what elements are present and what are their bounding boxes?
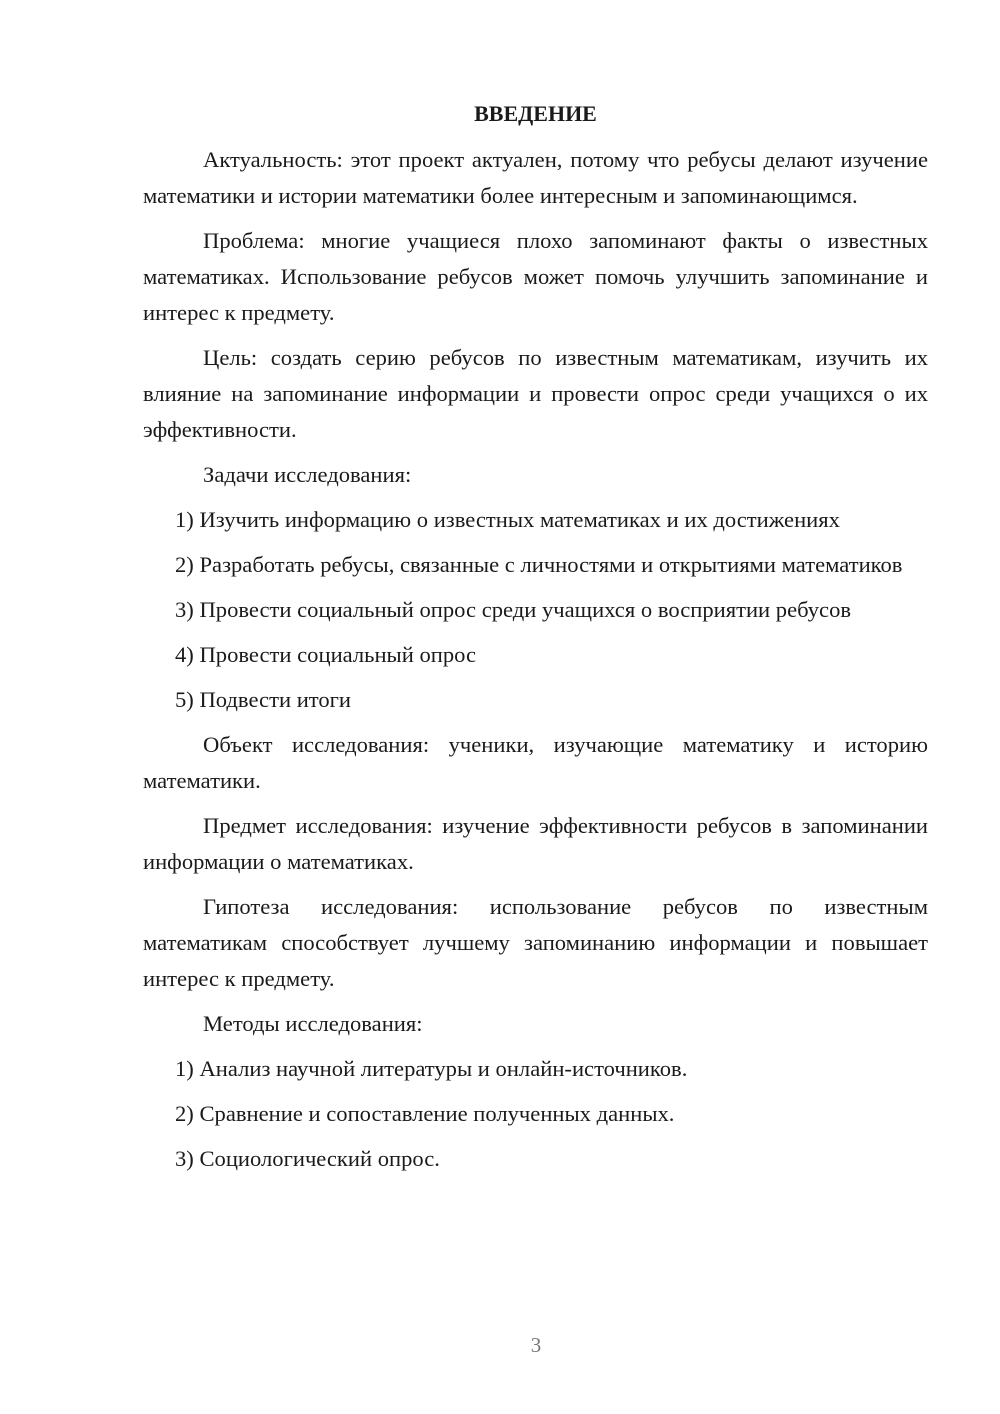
method-item: 1) Анализ научной литературы и онлайн-источников.	[175, 1056, 688, 1081]
hypothesis-paragraph: Гипотеза исследования: использование ребусов по известным математикам способствует лучшему запоминанию информации и повышает интерес к предмету.	[143, 894, 928, 991]
task-item: 4) Провести социальный опрос	[175, 642, 477, 667]
methods-heading: Методы исследования:	[203, 1011, 423, 1036]
problem-paragraph: Проблема: многие учащиеся плохо запоминают факты о известных математиках. Использование ребусов может помочь улучшить запоминание и интерес к предмету.	[143, 228, 928, 325]
tasks-heading: Задачи исследования:	[203, 462, 412, 487]
task-item: 1) Изучить информацию о известных математиках и их достижениях	[175, 507, 840, 532]
object-paragraph: Объект исследования: ученики, изучающие математику и историю математики.	[143, 732, 928, 793]
goal-paragraph: Цель: создать серию ребусов по известным математикам, изучить их влияние на запоминание информации и провести опрос среди учащихся о их эффективности.	[143, 345, 928, 442]
relevance-paragraph: Актуальность: этот проект актуален, потому что ребусы делают изучение математики и истории математики более интересным и запоминающимся.	[143, 147, 928, 208]
task-item: 2) Разработать ребусы, связанные с личностями и открытиями математиков	[175, 552, 903, 577]
task-item: 3) Провести социальный опрос среди учащихся о восприятии ребусов	[175, 597, 852, 622]
page-content	[143, 96, 928, 1186]
method-item: 2) Сравнение и сопоставление полученных данных.	[175, 1101, 675, 1126]
method-item: 3) Социологический опрос.	[175, 1146, 440, 1171]
page-number: 3	[530, 1333, 542, 1357]
section-title: ВВЕДЕНИЕ	[474, 101, 597, 126]
task-item: 5) Подвести итоги	[175, 687, 352, 712]
subject-paragraph: Предмет исследования: изучение эффективности ребусов в запоминании информации о математиках.	[143, 813, 928, 874]
